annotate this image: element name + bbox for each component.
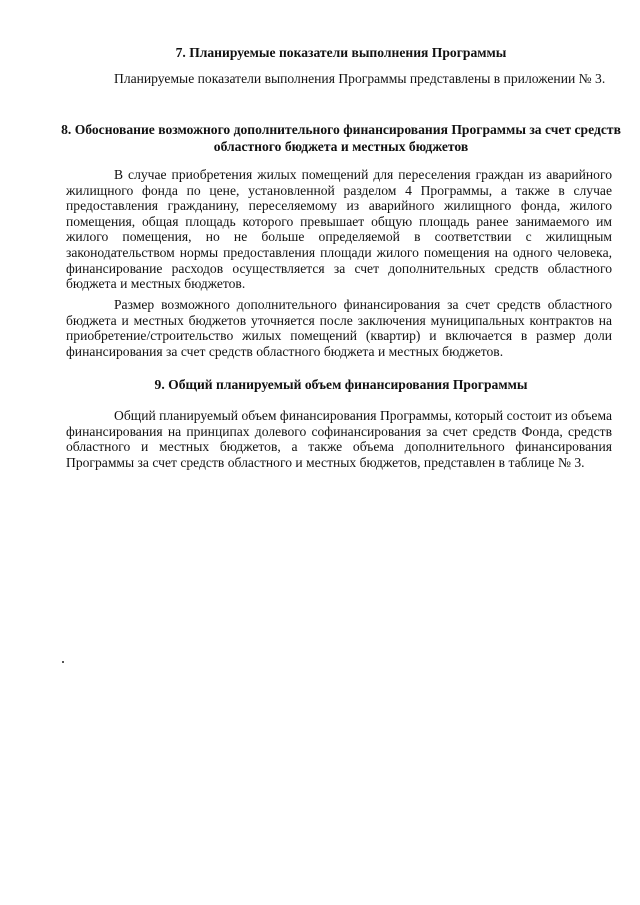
section-7-paragraph: Планируемые показатели выполнения Программы представлены в приложении № 3.	[114, 71, 606, 86]
section-8-heading: 8. Обоснование возможного дополнительного финансирования Программы за счет средств областного бюджета и местных бюджетов	[61, 122, 621, 154]
section-8-paragraph-2: Размер возможного дополнительного финансирования за счет средств областного бюджета и местных бюджетов уточняется после заключения муниципальных контрактов на приобретение/строительство жилых помещений (квартир) и включается в размер доли финансирования за счет средств областного бюджета и местных бюджетов.	[66, 297, 612, 359]
scan-speck	[62, 661, 64, 663]
section-8-paragraph-1: В случае приобретения жилых помещений для переселения граждан из аварийного жилищного фонда по цене, установленной разделом 4 Программы, а также в случае предоставления гражданину, переселяемому из аварийного жилищного фонда, жилого помещения, общая площадь которого превышает общую площадь ранее занимаемого им жилого помещения, но не больше определяемой в соответствии с жилищным законодательством нормы предоставления площади жилого помещения на одного человека, финансирование расходов осуществляется за счет дополнительных средств областного бюджета и местных бюджетов.	[66, 167, 612, 292]
section-9-paragraph: Общий планируемый объем финансирования Программы, который состоит из объема финансирования на принципах долевого софинансирования за счет средств Фонда, средств областного и местных бюджетов, а также объема дополнительного финансирования Программы за счет средств областного и местных бюджетов, представлен в таблице № 3.	[66, 408, 612, 470]
section-9-heading: 9. Общий планируемый объем финансирования Программы	[154, 377, 528, 392]
section-7-heading: 7. Планируемые показатели выполнения Программы	[175, 45, 507, 60]
